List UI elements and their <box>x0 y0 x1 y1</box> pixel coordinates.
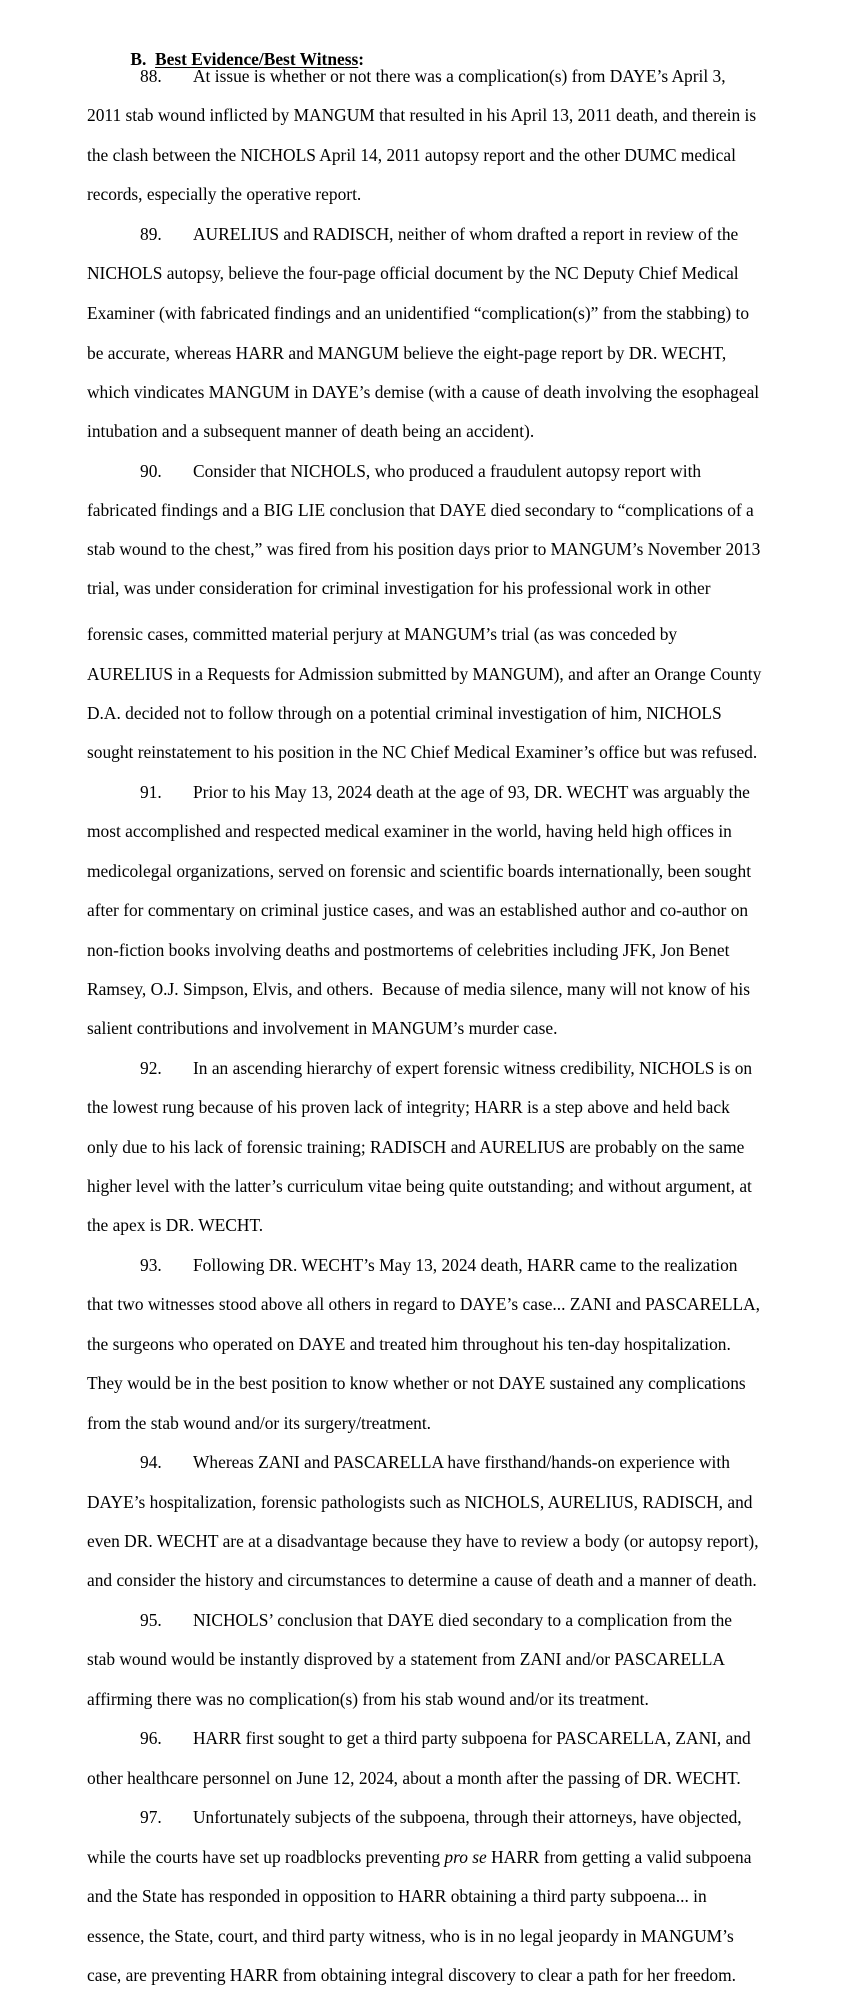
paragraph-line: even DR. WECHT are at a disadvantage because they have to review a body (or autopsy report), <box>87 1531 759 1551</box>
paragraph-line: intubation and a subsequent manner of death being an accident). <box>87 421 535 441</box>
paragraph-line: most accomplished and respected medical examiner in the world, having held high offices in <box>87 821 732 841</box>
paragraph-number: 90. <box>140 461 162 481</box>
paragraph-line: affirming there was no complication(s) from his stab wound and/or its treatment. <box>87 1689 649 1709</box>
paragraph-line: the lowest rung because of his proven lack of integrity; HARR is a step above and held back <box>87 1097 730 1117</box>
paragraph-line: the apex is DR. WECHT. <box>87 1215 264 1235</box>
paragraph-line: DAYE’s hospitalization, forensic pathologists such as NICHOLS, AURELIUS, RADISCH, and <box>87 1492 753 1512</box>
paragraph-line: and the State has responded in opposition to HARR obtaining a third party subpoena... in <box>87 1886 707 1906</box>
paragraph-number: 92. <box>140 1058 162 1078</box>
paragraph-line: Prior to his May 13, 2024 death at the age of 93, DR. WECHT was arguably the <box>193 782 750 802</box>
paragraph-line: salient contributions and involvement in MANGUM’s murder case. <box>87 1018 558 1038</box>
paragraph-line: HARR first sought to get a third party subpoena for PASCARELLA, ZANI, and <box>193 1728 751 1748</box>
paragraph-line: trial, was under consideration for criminal investigation for his professional work in other <box>87 578 711 598</box>
paragraph-line: At issue is whether or not there was a complication(s) from DAYE’s April 3, <box>193 66 726 86</box>
italic-latin-phrase: pro se <box>444 1847 487 1867</box>
paragraph-number: 93. <box>140 1255 162 1275</box>
paragraph-line: Unfortunately subjects of the subpoena, through their attorneys, have objected, <box>193 1807 742 1827</box>
paragraph-line: be accurate, whereas HARR and MANGUM believe the eight-page report by DR. WECHT, <box>87 343 727 363</box>
paragraph-line: case, are preventing HARR from obtaining integral discovery to clear a path for her freedom. <box>87 1965 737 1985</box>
section-title: Best Evidence/Best Witness <box>155 49 359 69</box>
paragraph-line: They would be in the best position to know whether or not DAYE sustained any complications <box>87 1373 746 1393</box>
paragraph-line: Whereas ZANI and PASCARELLA have firsthand/hands-on experience with <box>193 1452 730 1472</box>
line-text: HARR from getting a valid subpoena <box>486 1847 752 1867</box>
paragraph-line: non-fiction books involving deaths and postmortems of celebrities including JFK, Jon Benet <box>87 940 730 960</box>
paragraph-line: the surgeons who operated on DAYE and treated him throughout his ten-day hospitalization. <box>87 1334 731 1354</box>
paragraph-line: D.A. decided not to follow through on a potential criminal investigation of him, NICHOLS <box>87 703 722 723</box>
paragraph-line: records, especially the operative report. <box>87 184 362 204</box>
paragraph-line: In an ascending hierarchy of expert forensic witness credibility, NICHOLS is on <box>193 1058 753 1078</box>
paragraph-line: Consider that NICHOLS, who produced a fraudulent autopsy report with <box>193 461 702 481</box>
section-colon: : <box>358 49 365 69</box>
paragraph-number: 89. <box>140 224 162 244</box>
paragraph-line: AURELIUS in a Requests for Admission submitted by MANGUM), and after an Orange County <box>87 664 762 684</box>
paragraph-line: and consider the history and circumstances to determine a cause of death and a manner of death. <box>87 1570 757 1590</box>
paragraph-line: the clash between the NICHOLS April 14, 2011 autopsy report and the other DUMC medical <box>87 145 736 165</box>
paragraph-number: 97. <box>140 1807 162 1827</box>
paragraph-line: sought reinstatement to his position in the NC Chief Medical Examiner’s office but was refused. <box>87 742 758 762</box>
paragraph-line <box>87 1846 751 1868</box>
paragraph-line: fabricated findings and a BIG LIE conclusion that DAYE died secondary to “complications of a <box>87 500 754 520</box>
section-letter: B. <box>130 49 147 69</box>
paragraph-number: 96. <box>140 1728 162 1748</box>
paragraph-line: Ramsey, O.J. Simpson, Elvis, and others. Because of media silence, many will not know of his <box>87 979 751 999</box>
paragraph-number: 88. <box>140 66 162 86</box>
paragraph-line: Examiner (with fabricated findings and an unidentified “complication(s)” from the stabbing) to <box>87 303 750 323</box>
line-text: while the courts have set up roadblocks preventing <box>87 1847 445 1867</box>
paragraph-line: essence, the State, court, and third party witness, who is in no legal jeopardy in MANGUM’s <box>87 1926 734 1946</box>
paragraph-line: which vindicates MANGUM in DAYE’s demise (with a cause of death involving the esophageal <box>87 382 760 402</box>
paragraph-line: Following DR. WECHT’s May 13, 2024 death, HARR came to the realization <box>193 1255 738 1275</box>
paragraph-line: after for commentary on criminal justice cases, and was an established author and co-author on <box>87 900 749 920</box>
paragraph-line: 2011 stab wound inflicted by MANGUM that resulted in his April 13, 2011 death, and therein is <box>87 105 757 125</box>
paragraph-number: 91. <box>140 782 162 802</box>
paragraph-line: NICHOLS autopsy, believe the four-page official document by the NC Deputy Chief Medical <box>87 263 739 283</box>
paragraph-line: from the stab wound and/or its surgery/treatment. <box>87 1413 432 1433</box>
paragraph-line: that two witnesses stood above all others in regard to DAYE’s case... ZANI and PASCARELLA, <box>87 1294 760 1314</box>
paragraph-line: AURELIUS and RADISCH, neither of whom drafted a report in review of the <box>193 224 739 244</box>
paragraph-line: medicolegal organizations, served on forensic and scientific boards internationally, been sought <box>87 861 752 881</box>
paragraph-number: 95. <box>140 1610 162 1630</box>
paragraph-line: stab wound to the chest,” was fired from his position days prior to MANGUM’s November 2013 <box>87 539 761 559</box>
paragraph-line: only due to his lack of forensic training; RADISCH and AURELIUS are probably on the same <box>87 1137 745 1157</box>
paragraph-line: stab wound would be instantly disproved by a statement from ZANI and/or PASCARELLA <box>87 1649 725 1669</box>
paragraph-line: other healthcare personnel on June 12, 2024, about a month after the passing of DR. WECHT. <box>87 1768 741 1788</box>
paragraph-line: NICHOLS’ conclusion that DAYE died secondary to a complication from the <box>193 1610 732 1630</box>
paragraph-line: forensic cases, committed material perjury at MANGUM’s trial (as was conceded by <box>87 624 678 644</box>
paragraph-number: 94. <box>140 1452 162 1472</box>
paragraph-line: higher level with the latter’s curriculum vitae being quite outstanding; and without argument, at <box>87 1176 752 1196</box>
